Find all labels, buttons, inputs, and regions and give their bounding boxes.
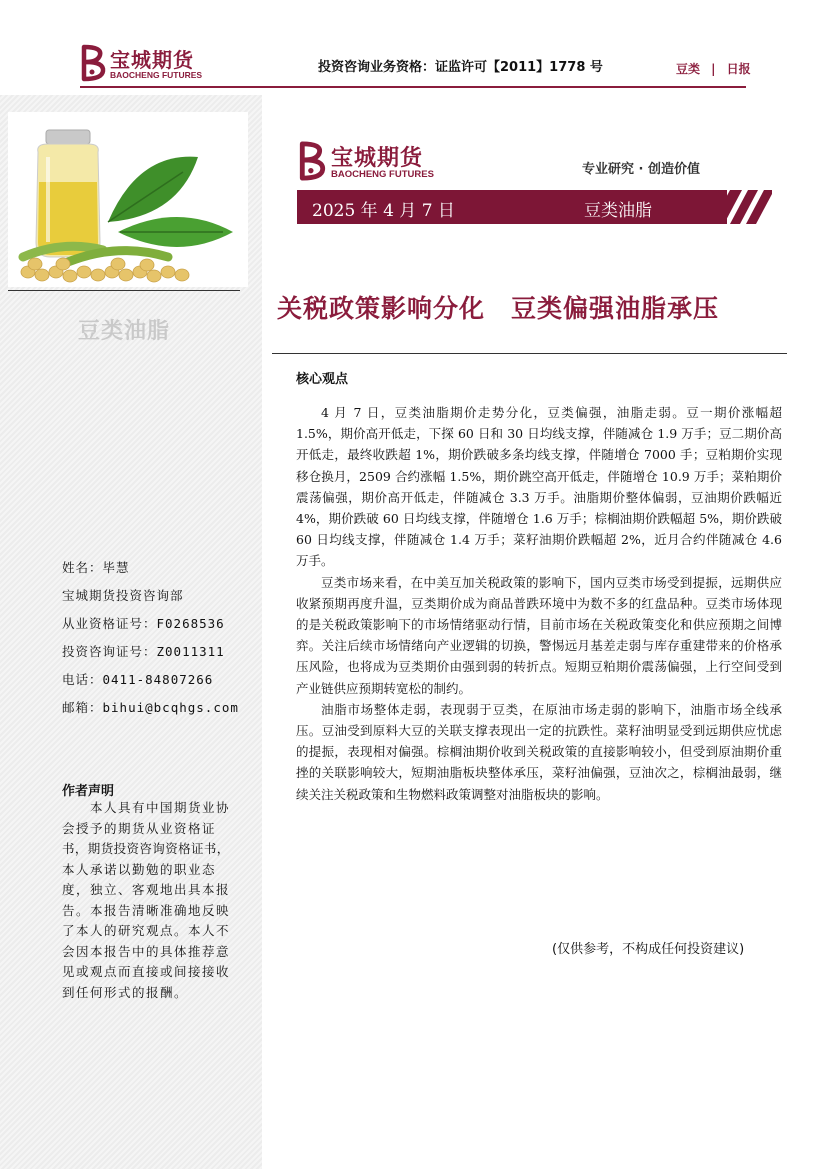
author-license: 从业资格证号：F0268536 bbox=[62, 616, 225, 631]
paragraph: 油脂市场整体走弱，表现弱于豆类，在原油市场走弱的影响下，油脂市场全线承压。豆油受到原料大豆的关联支撑表现出一定的抗跌性。菜籽油明显受到远期供应忧虑的提振，表现相对偏强。棕榈油期价收到关税政策的直接影响较小，但受到原油期价重挫的关联影响较大，短期油脂板块整体承压，菜籽油偏强，豆油次之，棕榈油最弱，继续关注关税政策和生物燃料政策调整对油脂板块的影响。 bbox=[296, 701, 782, 802]
declaration-line: 会因本报告中的具体推荐意 bbox=[62, 943, 231, 959]
header-divider bbox=[80, 86, 746, 88]
logo-b-icon bbox=[80, 44, 108, 82]
content-body bbox=[296, 402, 782, 805]
author-name: 姓名：毕慧 bbox=[62, 560, 130, 575]
sidebar-title: 豆类油脂 bbox=[78, 319, 171, 344]
declaration-line: 书，期货投资咨询资格证书， bbox=[62, 841, 230, 856]
declaration-line: 到任何形式的报酬。 bbox=[62, 984, 189, 1000]
declaration-line: 度，独立、客观地出具本报 bbox=[62, 882, 231, 897]
cover-image bbox=[8, 112, 248, 287]
banner-stripes-icon bbox=[712, 190, 772, 224]
tag-separator: | bbox=[711, 62, 716, 76]
tag-category: 豆类 bbox=[676, 62, 701, 76]
declaration-line: 会授予的期货从业资格证 bbox=[62, 820, 217, 836]
cover-slogan: 专业研究 · 创造价值 bbox=[582, 162, 700, 177]
declaration-line: 告。本报告清晰准确地反映 bbox=[62, 902, 231, 918]
cover-date: 2025 年 4 月 7 日 bbox=[312, 201, 455, 221]
author-department: 宝城期货投资咨询部 bbox=[62, 588, 184, 603]
soybean-oil-illustration bbox=[8, 112, 248, 287]
disclaimer: (仅供参考，不构成任何投资建议) bbox=[552, 942, 745, 957]
paragraph: 4 月 7 日，豆类油脂期价走势分化，豆类偏强，油脂走弱。豆一期价涨幅超 1.5%，期价高开低走，下探 60 日和 30 日均线支撑，伴随减仓 1.9 万手；豆二期价高开低走，最终收跌超 1%，期价跌破多条均线支撑，伴随增仓 7000 手；豆粕期价实现移仓换月，2509 合约涨幅 1.5%，期价跳空高开低走，伴随增仓 10.9 万手；菜粕期价震荡偏强，期价高开低走，伴随减仓 3.3 万手。油脂期价整体偏弱，豆油期价跌幅近 4%，期价跌破 60 日均线支撑，伴随增仓 1.6 万手；棕榈油期价跌幅超 5%，期价跌破 60 日均线支撑，伴随减仓 1.4 万手；菜籽油期价跌幅超 2%，近月合约伴随减仓 4.6 万手。 bbox=[296, 405, 782, 569]
author-email: 邮箱：bihui@bcqhgs.com bbox=[62, 700, 239, 715]
declaration-line: 了本人的研究观点。本人不 bbox=[62, 923, 231, 938]
author-info bbox=[62, 558, 239, 726]
logo-b-icon bbox=[298, 140, 328, 182]
author-phone: 电话：0411-84807266 bbox=[62, 672, 214, 687]
declaration-body bbox=[62, 798, 258, 1003]
sidebar-divider bbox=[8, 290, 240, 291]
header-logo-cn: 宝城期货 bbox=[110, 48, 194, 72]
header bbox=[0, 0, 826, 92]
author-consult-license: 投资咨询证号：Z0011311 bbox=[62, 644, 225, 659]
header-logo-en: BAOCHENG FUTURES bbox=[110, 70, 203, 80]
cover-logo-cn: 宝城期货 bbox=[331, 146, 424, 171]
report-title: 关税政策影响分化 豆类偏强油脂承压 bbox=[277, 294, 720, 323]
declaration-line: 本人具有中国期货业协 bbox=[62, 800, 231, 815]
title-divider bbox=[272, 353, 787, 354]
paragraph: 豆类市场来看，在中美互加关税政策的影响下，国内豆类市场受到提振，远期供应收紧预期再度升温，豆类期价成为商品普跌环境中为数不多的红盘品种。豆类市场体现的是关税政策影响下的市场情绪驱动行情，目前市场在关税政策变化和供应预期之间博弈。关注后续市场情绪向产业逻辑的切换，警惕远月基差走弱与库存重建带来的价格承压风险，也将成为豆类期价由强到弱的转折点。短期豆粕期价震荡偏强，上行空间受到产业链供应预期转宽松的制约。 bbox=[296, 574, 782, 696]
section-title: 核心观点 bbox=[296, 372, 349, 387]
declaration-line: 见或观点而直接或间接接收 bbox=[62, 964, 231, 979]
cover-logo-en: BAOCHENG FUTURES bbox=[331, 169, 434, 180]
header-credential: 投资咨询业务资格：证监许可【2011】1778 号 bbox=[318, 60, 603, 75]
cover-category: 豆类油脂 bbox=[584, 201, 652, 221]
tag-report-type: 日报 bbox=[726, 62, 751, 76]
declaration-title: 作者声明 bbox=[62, 784, 115, 799]
header-logo bbox=[80, 44, 210, 84]
declaration-line: 本人承诺以勤勉的职业态 bbox=[62, 861, 217, 877]
cover-logo bbox=[298, 140, 448, 184]
header-tags bbox=[676, 58, 751, 77]
